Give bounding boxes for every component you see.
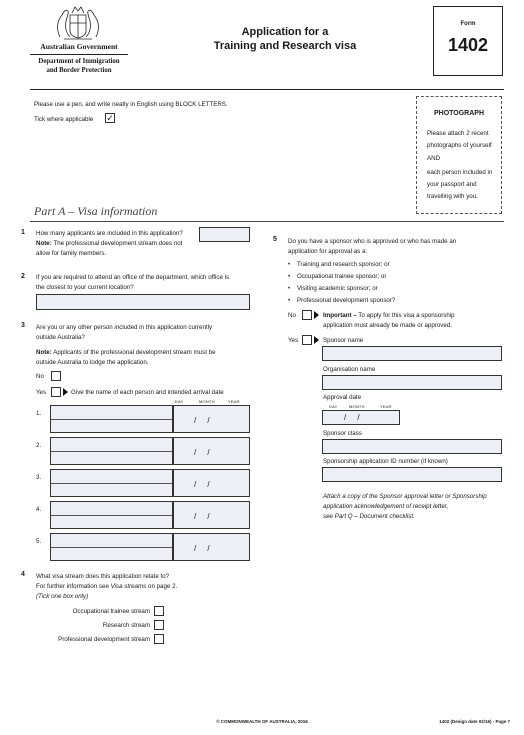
approval-year-header: YEAR bbox=[380, 404, 392, 409]
q3-yes-checkbox[interactable] bbox=[51, 387, 61, 397]
question-3-note-line2: outside Australia to lodge the application. bbox=[36, 359, 149, 366]
note-label: Note: bbox=[36, 240, 52, 247]
instructions-text: Please use a pen, and write neatly in English using BLOCK LETTERS. bbox=[34, 101, 228, 108]
person-name-input[interactable] bbox=[50, 501, 173, 529]
stream-option-professional-checkbox[interactable] bbox=[154, 634, 164, 644]
note-text: The professional development stream does not bbox=[51, 240, 183, 247]
person-name-input[interactable] bbox=[50, 405, 173, 433]
question-5-line2: application for approval as a: bbox=[288, 248, 368, 255]
q3-day-header: DAY bbox=[175, 399, 184, 404]
organisation-name-input[interactable] bbox=[322, 375, 502, 390]
number-of-applicants-input[interactable] bbox=[199, 227, 250, 242]
department-name-line2: and Border Protection bbox=[46, 67, 112, 74]
header-rule bbox=[30, 89, 504, 90]
stream-option-research-label: Research stream bbox=[102, 622, 150, 629]
q3-year-header: YEAR bbox=[228, 399, 240, 404]
question-1-note bbox=[36, 240, 182, 247]
photograph-instruction-2: photographs of yourself bbox=[427, 142, 492, 149]
stream-option-occupational-checkbox[interactable] bbox=[154, 606, 164, 616]
question-3-number: 3 bbox=[21, 322, 25, 329]
approval-date-label: Approval date bbox=[323, 394, 362, 401]
person-row-number: 4. bbox=[36, 506, 42, 513]
stream-option-occupational-label: Occupational trainee stream bbox=[72, 608, 150, 615]
footer-page-number: 1402 (Design date 02/16) - Page 7 bbox=[439, 719, 510, 724]
footer-copyright: © COMMONWEALTH OF AUSTRALIA, 2016 bbox=[216, 719, 308, 724]
question-2-line1: If you are required to attend an office of the department, which office is bbox=[36, 274, 230, 281]
sponsor-type-bullet-3: • Visiting academic sponsor; or bbox=[297, 285, 378, 292]
q5-no-arrow-icon bbox=[314, 311, 319, 319]
sponsor-name-input[interactable] bbox=[322, 346, 502, 361]
form-title-line1: Application for a bbox=[241, 26, 329, 38]
photograph-instruction-5: travelling with you. bbox=[427, 193, 478, 200]
sponsor-class-input[interactable] bbox=[322, 439, 502, 454]
question-4-line2 bbox=[36, 583, 177, 590]
tick-instruction: Tick where applicable bbox=[34, 116, 94, 123]
question-5-number: 5 bbox=[273, 236, 277, 243]
person-name-input[interactable] bbox=[50, 469, 173, 497]
note-text: Applicants of the professional development stream must be bbox=[51, 349, 216, 356]
closest-office-input[interactable] bbox=[36, 294, 250, 310]
coat-of-arms-logo bbox=[52, 3, 104, 43]
photograph-and: AND bbox=[427, 155, 441, 162]
attach-note-line2: application acknowledgement of receipt letter, bbox=[323, 503, 449, 510]
government-name: Australian Government bbox=[40, 42, 118, 51]
example-tick-box: ✓ bbox=[106, 113, 114, 123]
stream-option-professional-label: Professional development stream bbox=[58, 636, 150, 643]
date-separators: / / bbox=[194, 512, 210, 521]
question-1-note-line2: allow for family members. bbox=[36, 250, 107, 257]
form-number-box bbox=[433, 6, 503, 76]
person-name-input[interactable] bbox=[50, 533, 173, 561]
question-2-number: 2 bbox=[21, 273, 25, 280]
q5-yes-checkbox[interactable] bbox=[302, 335, 312, 345]
date-separators: / / bbox=[194, 416, 210, 425]
q4-reference-link: Visa streams bbox=[110, 583, 147, 590]
photograph-box bbox=[416, 96, 502, 214]
question-1-number: 1 bbox=[21, 229, 25, 236]
q5-no-label: No bbox=[288, 312, 296, 319]
person-row-number: 2. bbox=[36, 442, 42, 449]
question-3-line1: Are you or any other person included in this application currently bbox=[36, 324, 213, 331]
photograph-instruction-1: Please attach 2 recent bbox=[427, 130, 489, 137]
q3-no-checkbox[interactable] bbox=[51, 371, 61, 381]
person-row-number: 3. bbox=[36, 474, 42, 481]
q5-yes-arrow-icon bbox=[314, 336, 319, 344]
date-separators: / / bbox=[344, 413, 360, 422]
date-separators: / / bbox=[194, 544, 210, 553]
question-3-line2: outside Australia? bbox=[36, 334, 85, 341]
question-3-note bbox=[36, 349, 216, 356]
question-5-line1: Do you have a sponsor who is approved or who has made an bbox=[288, 238, 457, 245]
arrival-date-input[interactable] bbox=[173, 501, 250, 529]
q5-important-note bbox=[323, 312, 455, 319]
person-row-number: 1. bbox=[36, 410, 42, 417]
form-title-line2: Training and Research visa bbox=[213, 40, 357, 52]
question-4-number: 4 bbox=[21, 571, 25, 578]
important-text: To apply for this visa a sponsorship bbox=[356, 312, 455, 319]
organisation-name-label: Organisation name bbox=[323, 366, 376, 373]
q3-yes-instruction: Give the name of each person and intended arrival date bbox=[71, 389, 224, 396]
q3-yes-label: Yes bbox=[36, 389, 47, 396]
q5-no-checkbox[interactable] bbox=[302, 310, 312, 320]
form-number: 1402 bbox=[447, 35, 489, 55]
sponsor-type-bullet-4: • Professional development sponsor? bbox=[297, 297, 395, 304]
sponsorship-id-input[interactable] bbox=[322, 467, 502, 482]
question-2-line2: the closest to your current location? bbox=[36, 284, 134, 291]
arrival-date-input[interactable] bbox=[173, 437, 250, 465]
form-label: Form bbox=[460, 21, 476, 27]
photograph-instruction-3: each person included in bbox=[427, 169, 493, 176]
q4-reference-post: on page 2. bbox=[146, 583, 178, 590]
attach-note-line3: see Part Q – Document checklist. bbox=[323, 513, 415, 520]
header-divider bbox=[30, 54, 128, 55]
department-name-line1: Department of Immigration bbox=[38, 58, 120, 65]
sponsorship-id-label: Sponsorship application ID number (if known) bbox=[323, 458, 448, 465]
q3-month-header: MONTH bbox=[199, 399, 215, 404]
note-label: Note: bbox=[36, 349, 52, 356]
photograph-instruction-4: your passport and bbox=[427, 181, 477, 188]
important-label: Important – bbox=[323, 312, 357, 319]
question-4-line3: (Tick one box only) bbox=[36, 593, 89, 600]
q5-yes-label: Yes bbox=[288, 337, 299, 344]
sponsor-name-label: Sponsor name bbox=[323, 337, 364, 344]
person-name-input[interactable] bbox=[50, 437, 173, 465]
question-4-line1: What visa stream does this application relate to? bbox=[36, 573, 170, 580]
attach-note-line1: Attach a copy of the Sponsor approval letter or Sponsorship bbox=[323, 493, 487, 500]
sponsor-class-label: Sponsor class bbox=[323, 430, 362, 437]
q3-no-label: No bbox=[36, 373, 44, 380]
q5-important-note-line2: application must already be made or approved. bbox=[323, 322, 452, 329]
date-separators: / / bbox=[194, 480, 210, 489]
q4-reference-pre: For further information see bbox=[36, 583, 111, 590]
arrival-date-input[interactable] bbox=[173, 533, 250, 561]
arrival-date-input[interactable] bbox=[173, 405, 250, 433]
part-a-title: Part A – Visa information bbox=[34, 204, 158, 218]
part-a-divider bbox=[30, 221, 504, 222]
q3-yes-arrow-icon bbox=[63, 388, 68, 396]
photograph-title: PHOTOGRAPH bbox=[433, 110, 485, 117]
approval-date-input[interactable] bbox=[322, 410, 400, 425]
approval-month-header: MONTH bbox=[349, 404, 365, 409]
question-1-text: How many applicants are included in this application? bbox=[36, 230, 183, 237]
date-separators: / / bbox=[194, 448, 210, 457]
person-row-number: 5. bbox=[36, 538, 42, 545]
approval-day-header: DAY bbox=[329, 404, 338, 409]
sponsor-type-bullet-1: • Training and research sponsor; or bbox=[297, 261, 390, 268]
arrival-date-input[interactable] bbox=[173, 469, 250, 497]
stream-option-research-checkbox[interactable] bbox=[154, 620, 164, 630]
sponsor-type-bullet-2: • Occupational trainee sponsor; or bbox=[297, 273, 386, 280]
